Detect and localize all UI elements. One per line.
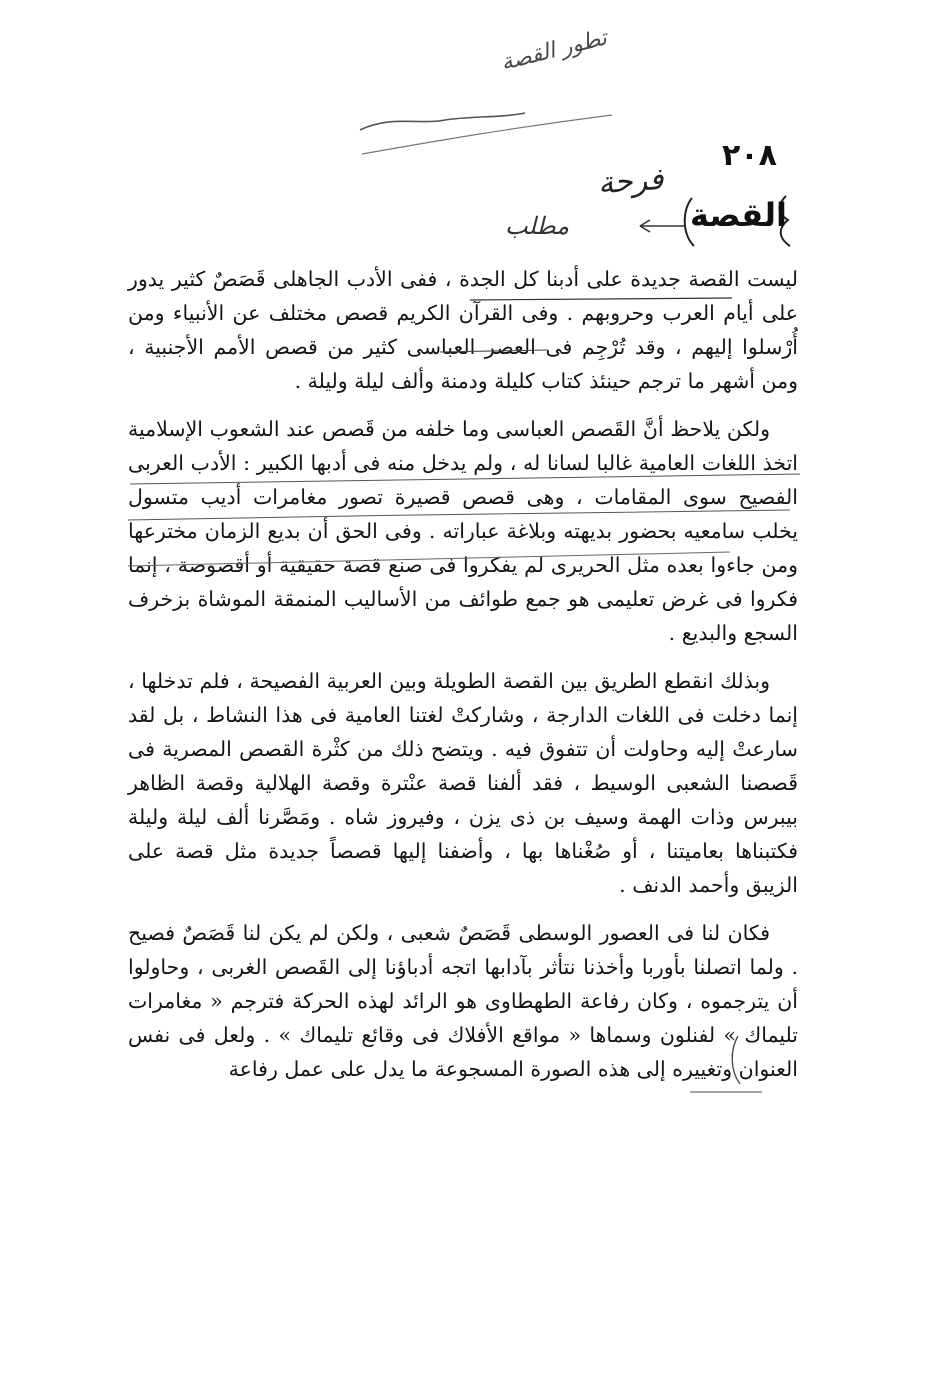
paragraph-4: فكان لنا فى العصور الوسطى قَصَصٌ شعبى ، ولكن لم يكن لنا قَصَصٌ فصيح . ولما اتصلنا بأوربا وأخذنا نتأثر بآدابها اتجه أدباؤنا إلى القَصص الغربى ، وحاولوا أن يترجموه ، وكان رفاعة الطهطاوى هو الرائد لهذه الحركة فترجم « مغامرات تليماك » لفنلون وسماها « مواقع الأفلاك فى وقائع تليماك » . ولعل فى نفس العنوان وتغييره إلى هذه الصورة المسجوعة ما يدل على عمل رفاعة	[128, 921, 798, 1081]
paragraph-3: وبذلك انقطع الطريق بين القصة الطويلة وبين العربية الفصيحة ، فلم تدخلها ، إنما دخلت فى اللغات الدارجة ، وشاركتْ لغتنا العامية فى هذا النشاط ، بل لقد سارعتْ إليه وحاولت أن تتفوق فيه . ويتضح ذلك من كثْرة القصص المصرية فى قَصصنا الشعبى الوسيط ، فقد ألفنا قصة عنْترة وقصة الهلالية وقصة الظاهر بيبرس وذات الهمة وسيف بن ذى يزن ، وفيروز شاه . ومَصَّرنا ألف ليلة وليلة فكتبناها بعاميتنا ، أو صُغْناها بها ، وأضفنا إليها قصصاً جديدة مثل قصة على الزيبق وأحمد الدنف .	[128, 669, 798, 897]
handwritten-arrow-note: مطلب	[505, 212, 570, 240]
section-heading: القصة	[690, 196, 787, 234]
paragraph-1: ليست القصة جديدة على أدبنا كل الجدة ، ففى الأدب الجاهلى قَصَصٌ كثير يدور على أيام العرب وحروبهم . وفى القرآن الكريم قصص مختلف عن الأنبياء ومن أُرْسلوا إليهم ، وقد تُرْجِم فى العصر العباسى كثير من قصص الأمم الأجنبية ، ومن أشهر ما ترجم حينئذ كتاب كليلة ودمنة وألف ليلة وليلة .	[128, 267, 798, 393]
page-number: ٢٠٨	[722, 138, 777, 173]
paragraph-2: ولكن يلاحظ أنَّ القَصص العباسى وما خلفه من قَصص عند الشعوب الإسلامية اتخذ اللغات العامية غالبا لسانا له ، ولم يدخل منه فى أدبها الكبير : الأدب العربى الفصيح سوى المقامات ، وهى قصص قصيرة تصور مغامرات أديب متسول يخلب سامعيه بحضور بديهته وبلاغة عباراته . وفى الحق أن بديع الزمان مخترعها ومن جاءوا بعده مثل الحريرى لم يفكروا فى صنع قصة حقيقية أو أقصوصة ، إنما فكروا فى غرض تعليمى هو جمع طوائف من الأساليب المنمقة الموشاة بزخرف السجع والبديع .	[128, 417, 798, 645]
handwritten-top-note: تطور القصة	[498, 25, 610, 76]
body-text	[128, 262, 798, 1100]
handwritten-bracket-word: فرحة	[596, 161, 665, 202]
handwritten-scribble	[350, 80, 620, 170]
